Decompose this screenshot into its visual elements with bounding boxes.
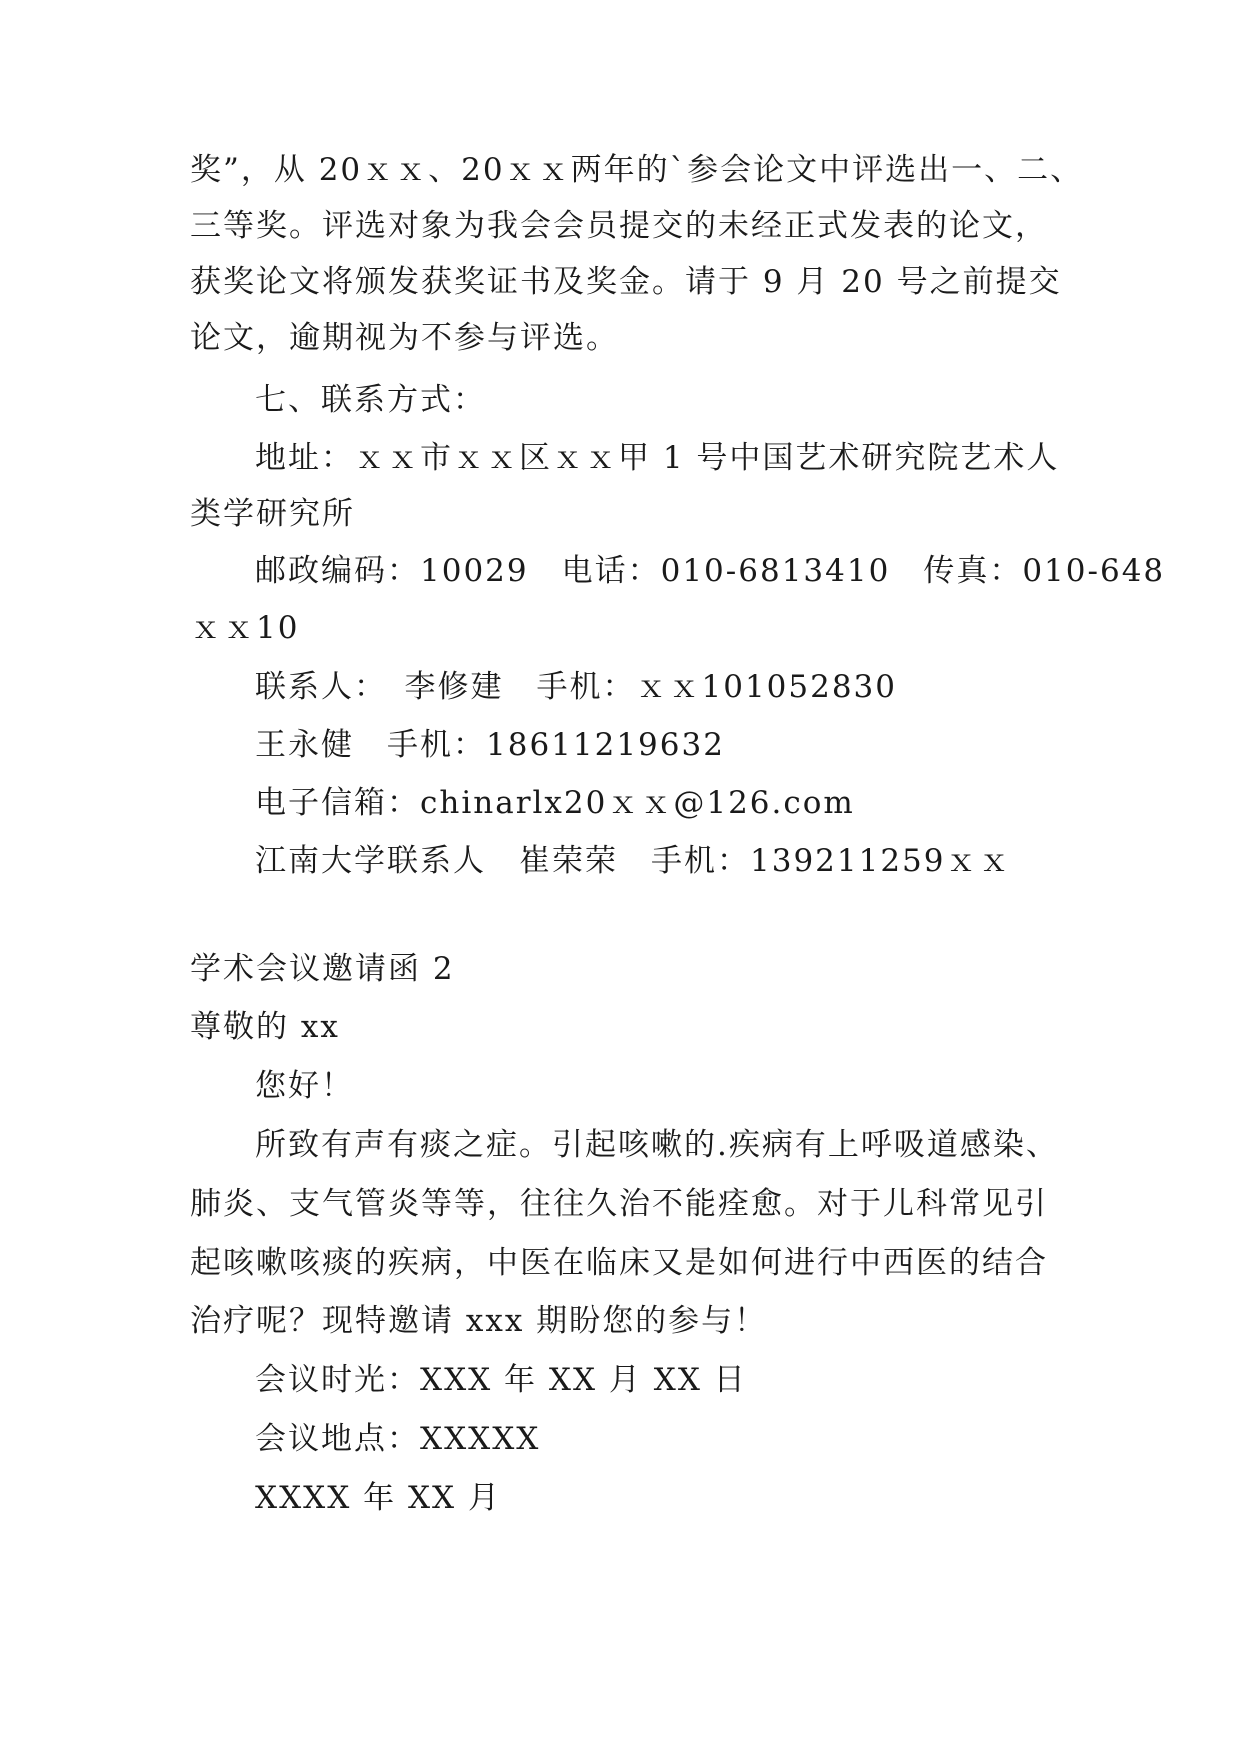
contact-heading: 七、联系方式： [255, 382, 486, 418]
award-paragraph-line-4: 论文，逾期视为不参与评选。 [190, 320, 619, 356]
body-line-4: 治疗呢？现特邀请 xxx 期盼您的参与！ [190, 1303, 768, 1339]
postal-line-2: ｘｘ10 [190, 610, 300, 646]
body-line-3: 起咳嗽咳痰的疾病，中医在临床又是如何进行中西医的结合 [190, 1245, 1048, 1281]
award-paragraph-line-2: 三等奖。评选对象为我会会员提交的未经正式发表的论文， [190, 208, 1048, 244]
address-line-2: 类学研究所 [190, 496, 355, 532]
date-line: XXXX 年 XX 月 [255, 1480, 501, 1516]
meeting-place: 会议地点：XXXXX [255, 1421, 541, 1457]
invitation-title: 学术会议邀请函 2 [190, 951, 455, 987]
address-line-1: 地址：ｘｘ市ｘｘ区ｘｘ甲 1 号中国艺术研究院艺术人 [255, 440, 1060, 476]
postal-line-1: 邮政编码：10029 电话：010-6813410 传真：010-648 [255, 553, 1166, 589]
award-paragraph-line-1: 奖”，从 20ｘｘ、20ｘｘ两年的`参会论文中评选出一、二、 [190, 152, 1084, 188]
contact-person-2: 王永健 手机：18611219632 [255, 727, 725, 763]
email-line: 电子信箱：chinarlx20ｘｘ@126.com [255, 785, 855, 821]
body-line-2: 肺炎、支气管炎等等，往往久治不能痊愈。对于儿科常见引 [190, 1186, 1048, 1222]
contact-person: 联系人： 李修建 手机：ｘｘ101052830 [255, 669, 898, 705]
jiangnan-contact: 江南大学联系人 崔荣荣 手机：139211259ｘｘ [255, 843, 1012, 879]
award-paragraph-line-3: 获奖论文将颁发获奖证书及奖金。请于 9 月 20 号之前提交 [190, 264, 1062, 300]
body-line-1: 所致有声有痰之症。引起咳嗽的.疾病有上呼吸道感染、 [255, 1127, 1059, 1163]
greeting: 您好！ [255, 1068, 354, 1104]
meeting-time: 会议时光：XXX 年 XX 月 XX 日 [255, 1362, 747, 1398]
salutation: 尊敬的 xx [190, 1009, 340, 1045]
